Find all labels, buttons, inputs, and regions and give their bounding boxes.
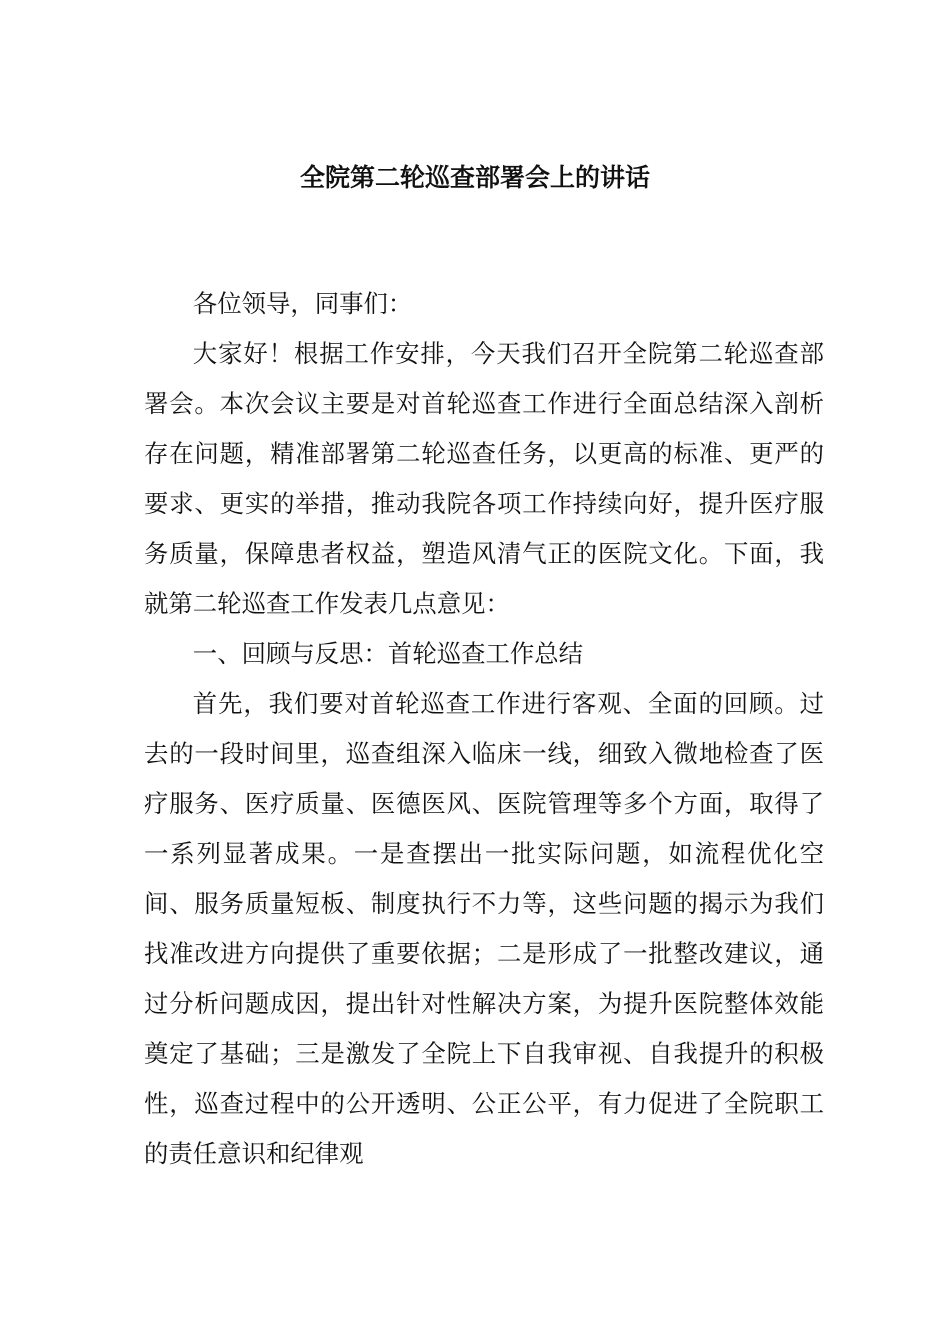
document-body bbox=[144, 279, 824, 1179]
section-heading-paragraph: 一、回顾与反思：首轮巡查工作总结 bbox=[192, 639, 584, 668]
intro-paragraph: 大家好！根据工作安排，今天我们召开全院第二轮巡查部署会。本次会议主要是对首轮巡查工作进行全面总结深入剖析存在问题，精准部署第二轮巡查任务，以更高的标准、更严的要求、更实的举措，推动我院各项工作持续向好，提升医疗服务质量，保障患者权益，塑造风清气正的医院文化。下面，我就第二轮巡查工作发表几点意见： bbox=[144, 339, 824, 618]
review-paragraph: 首先，我们要对首轮巡查工作进行客观、全面的回顾。过去的一段时间里，巡查组深入临床一线，细致入微地检查了医疗服务、医疗质量、医德医风、医院管理等多个方面，取得了一系列显著成果。一是查摆出一批实际问题，如流程优化空间、服务质量短板、制度执行不力等，这些问题的揭示为我们找准改进方向提供了重要依据；二是形成了一批整改建议，通过分析问题成因，提出针对性解决方案，为提升医院整体效能奠定了基础；三是激发了全院上下自我审视、自我提升的积极性，巡查过程中的公开透明、公正公平，有力促进了全院职工的责任意识和纪律观 bbox=[144, 689, 824, 1168]
salutation-paragraph: 各位领导，同事们： bbox=[192, 289, 413, 318]
document-title: 全院第二轮巡查部署会上的讲话 bbox=[299, 163, 650, 192]
